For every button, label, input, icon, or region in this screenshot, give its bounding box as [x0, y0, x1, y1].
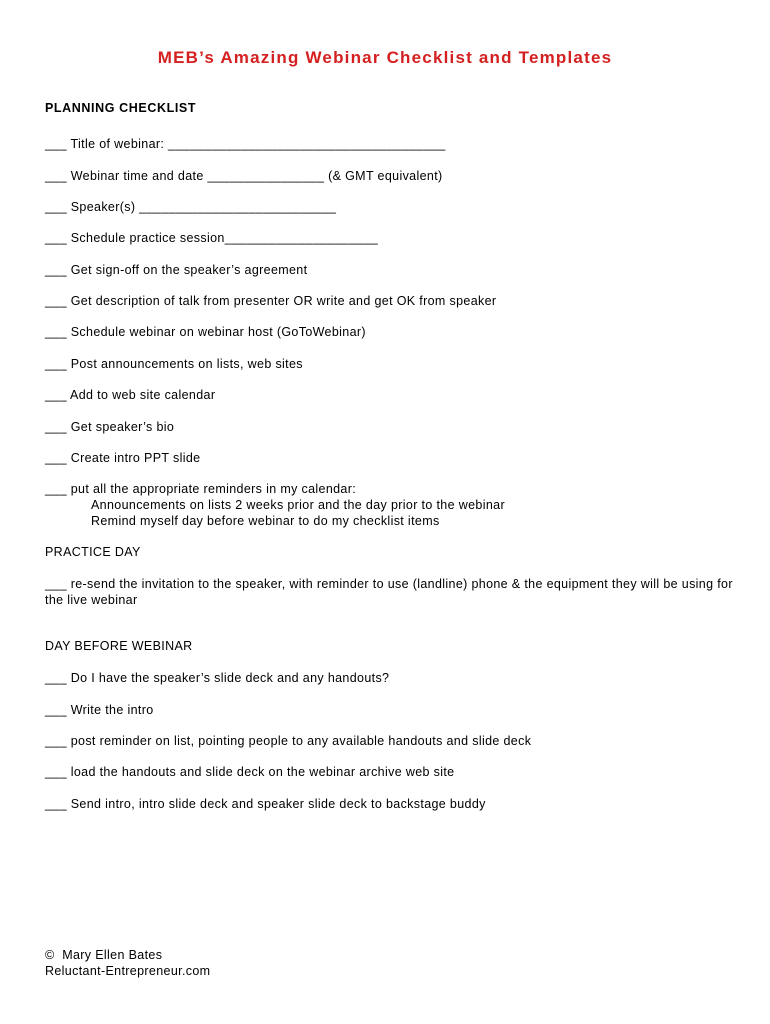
checklist-item: ___ Post announcements on lists, web sites: [45, 357, 303, 371]
checklist-item: ___ Write the intro: [45, 703, 154, 717]
checklist-item: ___ Speaker(s) ___________________________: [45, 200, 337, 214]
day-before-heading: DAY BEFORE WEBINAR: [45, 639, 193, 653]
checklist-item: ___ Send intro, intro slide deck and speaker slide deck to backstage buddy: [45, 797, 486, 811]
checklist-item: ___ post reminder on list, pointing people to any available handouts and slide deck: [45, 734, 532, 748]
checklist-item: ___ Webinar time and date ________________ (& GMT equivalent): [45, 169, 443, 183]
checklist-item: ___ Get sign-off on the speaker’s agreement: [45, 263, 308, 277]
checklist-item: ___ Add to web site calendar: [45, 388, 216, 402]
page-title: MEB’s Amazing Webinar Checklist and Templates: [157, 48, 613, 67]
checklist-item: ___ put all the appropriate reminders in my calendar:: [45, 482, 357, 496]
website-text: Reluctant-Entrepreneur.com: [45, 964, 211, 978]
checklist-item: ___ Create intro PPT slide: [45, 451, 201, 465]
practice-heading: PRACTICE DAY: [45, 545, 141, 559]
checklist-item: ___ re-send the invitation to the speaker, with reminder to use (landline) phone & the equipment they will be using for the live webinar: [45, 577, 733, 607]
checklist-item: ___ Schedule practice session_____________________: [45, 231, 379, 245]
checklist-item: ___ Get description of talk from presenter OR write and get OK from speaker: [45, 294, 497, 308]
checklist-item: ___ Do I have the speaker’s slide deck and any handouts?: [45, 671, 390, 685]
checklist-item: ___ Get speaker’s bio: [45, 420, 175, 434]
checklist-sub-item: Remind myself day before webinar to do my checklist items: [91, 514, 440, 528]
checklist-item: ___ Schedule webinar on webinar host (GoToWebinar): [45, 325, 366, 339]
copyright-text: © Mary Ellen Bates: [45, 948, 163, 962]
checklist-sub-item: Announcements on lists 2 weeks prior and the day prior to the webinar: [91, 498, 505, 512]
planning-heading: PLANNING CHECKLIST: [45, 101, 197, 115]
checklist-item: ___ Title of webinar: ______________________________________: [45, 137, 446, 151]
checklist-item: ___ load the handouts and slide deck on the webinar archive web site: [45, 765, 455, 779]
